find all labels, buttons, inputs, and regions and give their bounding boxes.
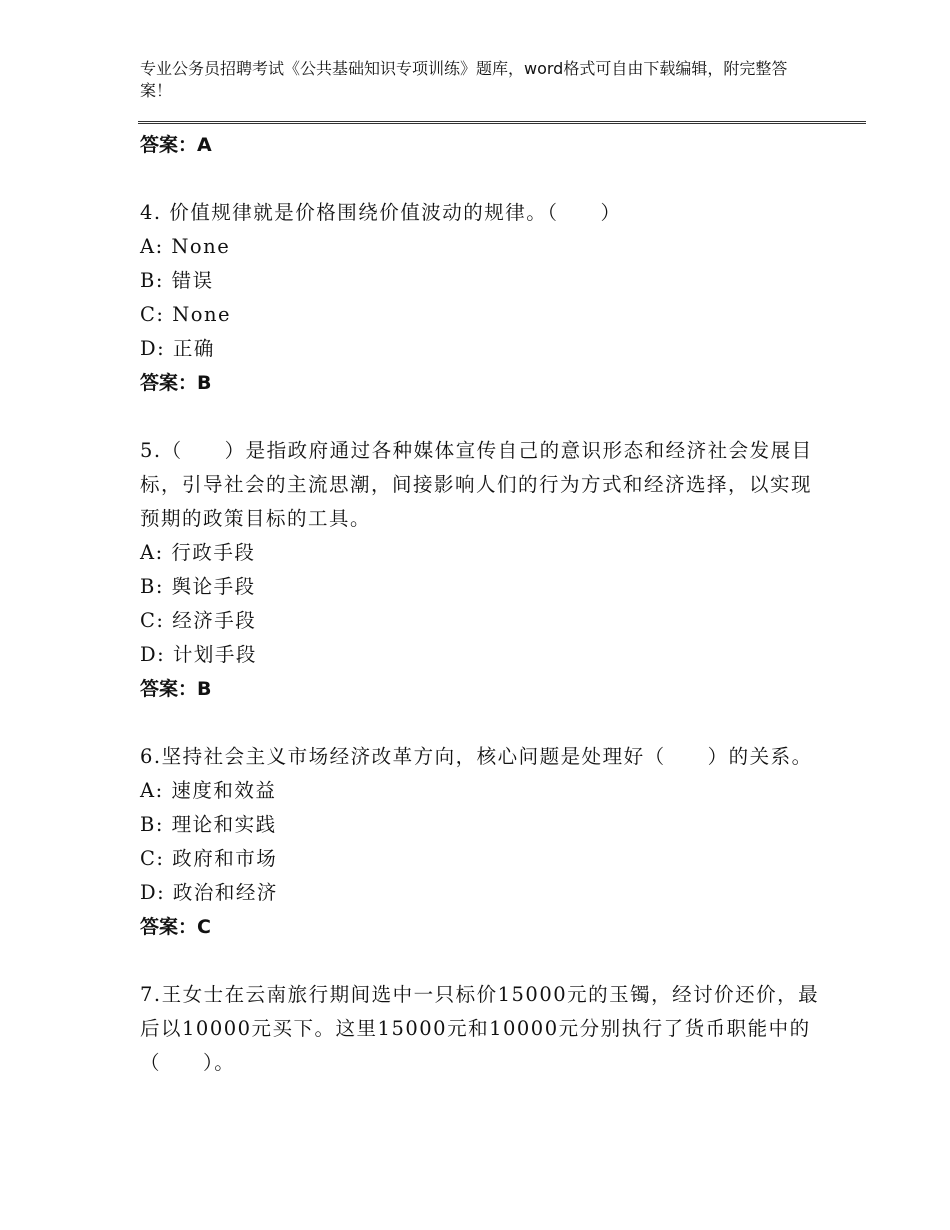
page-header (140, 58, 800, 102)
option-b: B: 理论和实践 (140, 813, 277, 836)
question-text: 5.（ ）是指政府通过各种媒体宣传自己的意识形态和经济社会发展目标，引导社会的主流思潮，间接影响人们的行为方式和经济选择，以实现预期的政策目标的工具。 (140, 439, 813, 530)
answer-label: 答案：C (140, 916, 211, 938)
question-7 (140, 978, 820, 1080)
option-a: A: None (140, 235, 231, 258)
option-b: B: 舆论手段 (140, 575, 256, 598)
answer-label: 答案：B (140, 372, 212, 394)
question-text: 7.王女士在云南旅行期间选中一只标价15000元的玉镯，经讨价还价，最后以10000元买下。这里15000元和10000元分别执行了货币职能中的（ ）。 (140, 983, 820, 1074)
option-a: A: 行政手段 (140, 541, 256, 564)
option-d: D: 政治和经济 (140, 881, 278, 904)
option-d: D: 计划手段 (140, 643, 257, 666)
option-b: B: 错误 (140, 269, 214, 292)
header-divider (138, 121, 866, 124)
option-a: A: 速度和效益 (140, 779, 277, 802)
question-4 (140, 196, 820, 400)
question-text: 4. 价值规律就是价格围绕价值波动的规律。（ ） (140, 201, 622, 224)
answer-label: 答案：B (140, 678, 212, 700)
option-c: C: 政府和市场 (140, 847, 278, 870)
header-title: 专业公务员招聘考试《公共基础知识专项训练》题库，word格式可自由下载编辑，附完整答案！ (140, 59, 788, 100)
question-text: 6.坚持社会主义市场经济改革方向，核心问题是处理好（ ）的关系。 (140, 745, 813, 768)
option-d: D: 正确 (140, 337, 215, 360)
question-5 (140, 434, 820, 706)
question-6 (140, 740, 820, 944)
answer-label: 答案：A (140, 134, 212, 156)
option-c: C: None (140, 303, 232, 326)
option-c: C: 经济手段 (140, 609, 257, 632)
question-list (140, 128, 820, 1080)
